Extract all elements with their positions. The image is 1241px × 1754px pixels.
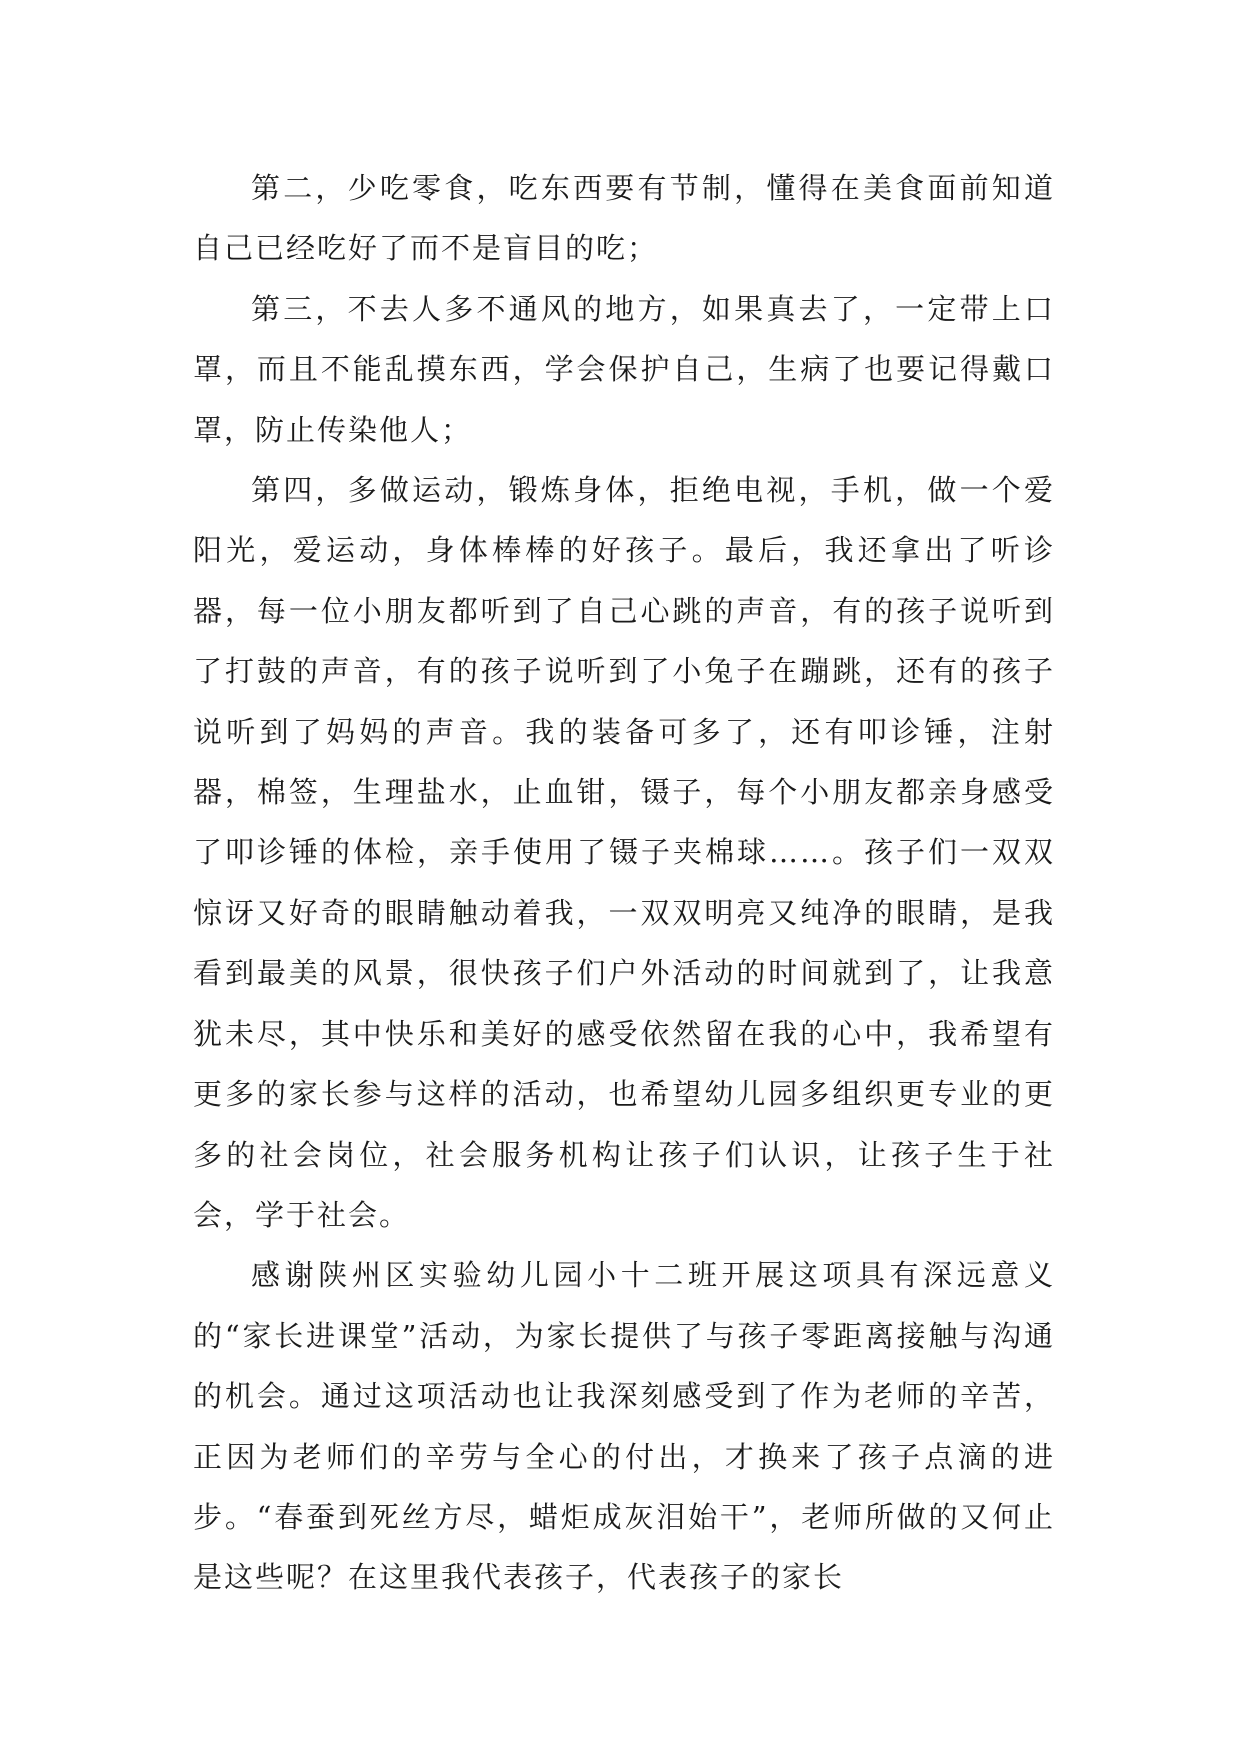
- paragraph-third-point: 第三，不去人多不通风的地方，如果真去了，一定带上口罩，而且不能乱摸东西，学会保护自己，生病了也要记得戴口罩，防止传染他人；: [193, 291, 1055, 447]
- paragraph-second-point: 第二，少吃零食，吃东西要有节制，懂得在美食面前知道自己已经吃好了而不是盲目的吃；: [193, 171, 1055, 266]
- paragraph-fourth-point: 第四，多做运动，锻炼身体，拒绝电视，手机，做一个爱阳光，爱运动，身体棒棒的好孩子。最后，我还拿出了听诊器，每一位小朋友都听到了自己心跳的声音，有的孩子说听到了打鼓的声音，有的孩子说听到了小兔子在蹦跳，还有的孩子说听到了妈妈的声音。我的装备可多了，还有叩诊锤，注射器，棉签，生理盐水，止血钳，镊子，每个小朋友都亲身感受了叩诊锤的体检，亲手使用了镊子夹棉球……。孩子们一双双惊讶又好奇的眼睛触动着我，一双双明亮又纯净的眼睛，是我看到最美的风景，很快孩子们户外活动的时间就到了，让我意犹未尽，其中快乐和美好的感受依然留在我的心中，我希望有更多的家长参与这样的活动，也希望幼儿园多组织更专业的更多的社会岗位，社会服务机构让孩子们认识，让孩子生于社会，学于社会。: [193, 473, 1055, 1232]
- body-text: [193, 158, 1055, 1608]
- paragraph-thanks: 感谢陕州区实验幼儿园小十二班开展这项具有深远意义的“家长进课堂”活动，为家长提供了与孩子零距离接触与沟通的机会。通过这项活动也让我深刻感受到了作为老师的辛苦，正因为老师们的辛劳与全心的付出，才换来了孩子点滴的进步。“春蚕到死丝方尽，蜡炬成灰泪始干”，老师所做的又何止是这些呢？在这里我代表孩子，代表孩子的家长: [193, 1258, 1055, 1595]
